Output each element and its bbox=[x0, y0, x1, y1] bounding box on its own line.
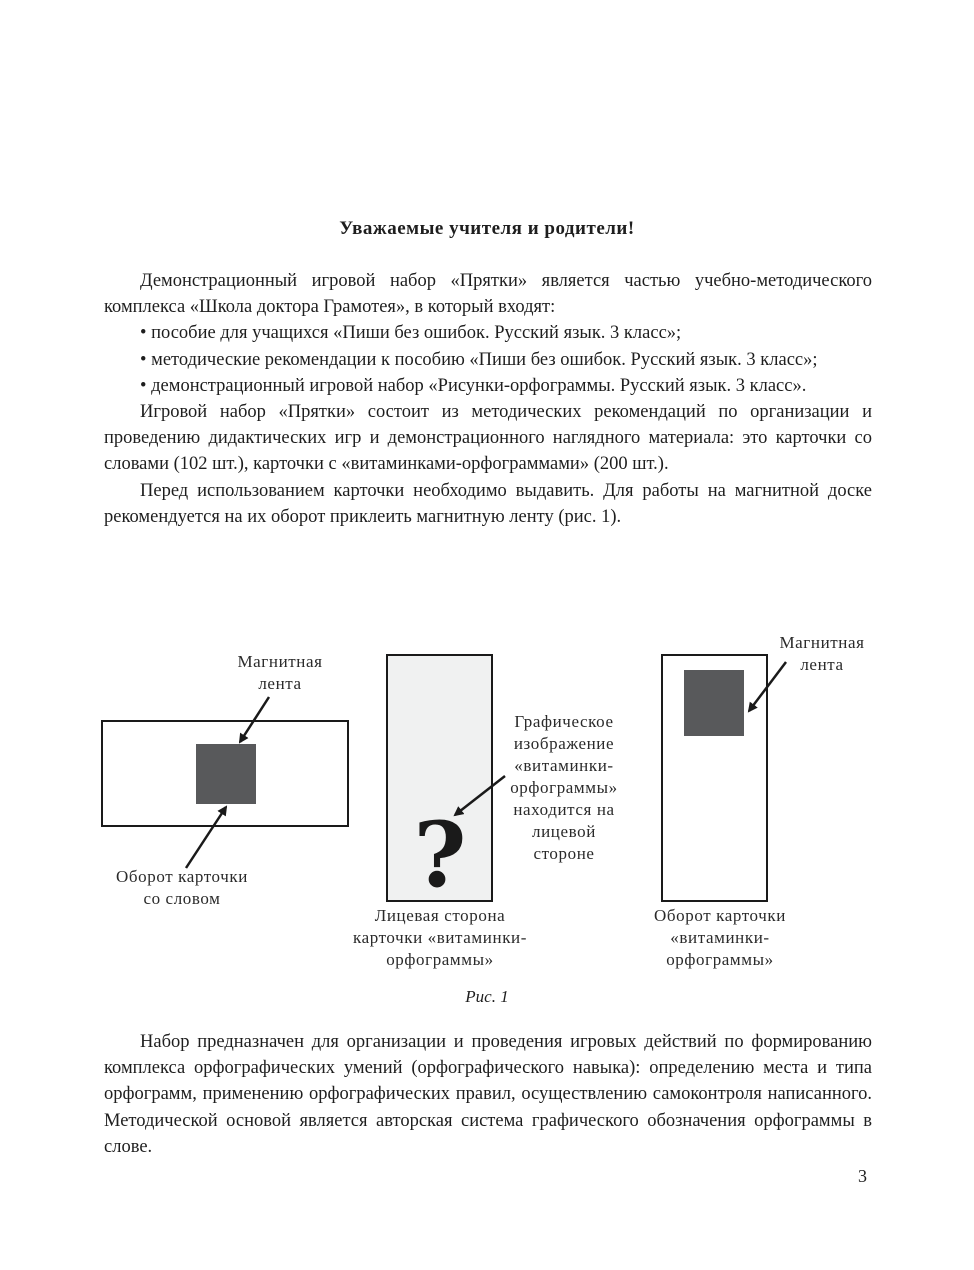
magnetic-tape-square bbox=[684, 670, 744, 736]
figure-caption: Рис. 1 bbox=[465, 987, 509, 1006]
label-vitamin-card-back bbox=[625, 905, 815, 971]
label-line: находится на bbox=[513, 800, 615, 819]
label-line: орфограммы» bbox=[666, 950, 774, 969]
closing-text bbox=[104, 1029, 872, 1160]
paragraph: Игровой набор «Прятки» состоит из методических рекомендаций по организации и проведению дидактических игр и демонстрационного наглядного материала: это карточки со словами (102 шт.), карточки с «витаминками-орфограммами» (200 шт.). bbox=[104, 402, 872, 475]
label-line: лента bbox=[258, 674, 302, 693]
label-magnetic-tape-2 bbox=[762, 632, 882, 676]
label-line: Лицевая сторона bbox=[374, 906, 506, 925]
label-word-card-back bbox=[92, 866, 272, 910]
label-line: орфограммы» bbox=[386, 950, 494, 969]
label-vitamin-card-face bbox=[325, 905, 555, 971]
label-magnetic-tape-1 bbox=[205, 651, 355, 695]
bullet-item: • демонстрационный игровой набор «Рисунки-орфограммы. Русский язык. 3 класс». bbox=[104, 373, 872, 399]
page-number: 3 bbox=[858, 1166, 867, 1186]
label-line: Магнитная bbox=[779, 633, 865, 652]
label-line: изображение bbox=[513, 734, 615, 753]
label-line: орфограммы» bbox=[510, 778, 618, 797]
label-line: «витаминки- bbox=[670, 928, 770, 947]
label-line: «витаминки- bbox=[514, 756, 614, 775]
label-line: со словом bbox=[143, 889, 221, 908]
paragraph: Демонстрационный игровой набор «Прятки» является частью учебно-методического комплекса «Школа доктора Грамотея», в который входят: bbox=[104, 271, 872, 318]
bullet-item: • методические рекомендации к пособию «Пиши без ошибок. Русский язык. 3 класс»; bbox=[104, 347, 872, 373]
question-mark-icon: ? bbox=[413, 802, 467, 908]
label-line: Графическое bbox=[514, 712, 614, 731]
bullet-item: • пособие для учащихся «Пиши без ошибок. Русский язык. 3 класс»; bbox=[104, 320, 872, 346]
label-line: лицевой bbox=[532, 822, 596, 841]
paragraph: Перед использованием карточки необходимо выдавить. Для работы на магнитной доске рекомендуется на их оборот приклеить магнитную ленту (рис. 1). bbox=[104, 480, 872, 527]
label-line: Оборот карточки bbox=[654, 906, 786, 925]
label-line: стороне bbox=[533, 844, 595, 863]
label-line: лента bbox=[800, 655, 844, 674]
label-line: карточки «витаминки- bbox=[352, 928, 528, 947]
paragraph: Набор предназначен для организации и проведения игровых действий по формированию комплекса орфографических умений (орфографического навыка): определению места и типа орфограмм, применению орфографических правил, осуществлению самоконтроля написанного. Методической основой является авторская система графического обозначения орфограммы в слове. bbox=[104, 1032, 872, 1157]
magnetic-tape-square bbox=[196, 744, 256, 804]
label-graphic-image bbox=[494, 711, 634, 865]
label-line: Оборот карточки bbox=[116, 867, 248, 886]
page-title: Уважаемые учителя и родители! bbox=[339, 218, 635, 239]
label-line: Магнитная bbox=[237, 652, 323, 671]
